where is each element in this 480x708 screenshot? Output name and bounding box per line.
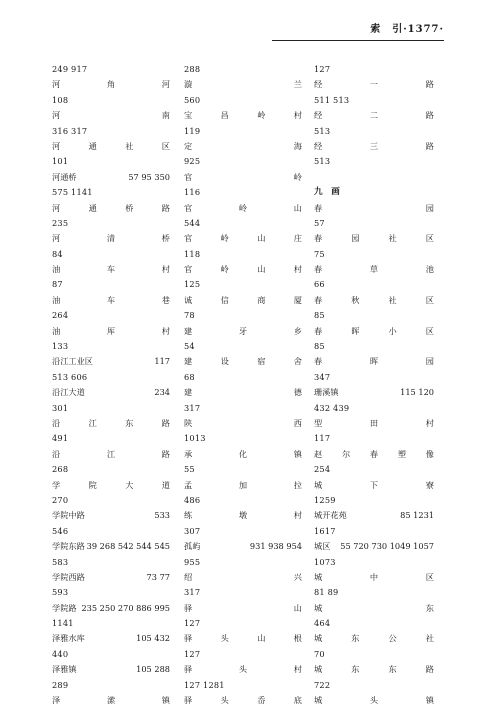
index-column-3 — [314, 62, 434, 708]
index-entry — [314, 539, 434, 554]
index-term: 建 牙 乡 — [184, 325, 302, 336]
index-term: 定 海 — [184, 140, 302, 151]
page-numbers: 583 — [52, 556, 69, 567]
page-numbers: 254 — [314, 464, 331, 475]
index-entry — [52, 508, 170, 523]
entry-pages: 931 938 954 — [249, 541, 302, 552]
entry-term: 泽雅镇 — [52, 664, 77, 675]
index-term: 驿 头 岙 底 — [184, 695, 302, 706]
index-term: 沿 江 路 — [52, 448, 170, 459]
page-numbers: 722 — [314, 679, 331, 690]
index-entry — [52, 354, 170, 369]
index-term: 城 中 区 — [314, 571, 434, 582]
index-term: 油 车 村 — [52, 264, 170, 275]
page-numbers: 133 — [52, 341, 69, 352]
page-numbers: 119 — [184, 125, 201, 136]
index-entry — [314, 385, 434, 400]
page-numbers: 270 — [52, 494, 69, 505]
index-term: 泽 潆 镇 — [52, 695, 170, 706]
page-numbers: 575 1141 — [52, 187, 93, 198]
running-header: 索 引·1377· — [370, 24, 444, 35]
entry-pages: 39 268 542 544 545 — [86, 541, 170, 552]
index-term: 官 岭 山 — [184, 202, 302, 213]
index-entry — [52, 662, 170, 677]
page-numbers: 307 — [184, 525, 201, 536]
entry-term: 沿江大道 — [52, 387, 85, 398]
index-term: 宝 昌 岭 村 — [184, 110, 302, 121]
page-numbers: 55 — [184, 464, 195, 475]
page-numbers: 127 1281 — [184, 679, 225, 690]
entry-pages: 105 432 — [136, 633, 170, 644]
page-numbers: 486 — [184, 494, 201, 505]
index-term: 春 园 — [314, 202, 434, 213]
page-numbers: 116 — [184, 187, 201, 198]
page-numbers: 316 317 — [52, 125, 88, 136]
index-entry — [52, 385, 170, 400]
index-term: 赵 尔 春 塑 像 — [314, 448, 434, 459]
index-term: 春 园 社 区 — [314, 233, 434, 244]
index-term: 春 晖 园 — [314, 356, 434, 367]
index-term: 河 清 桥 — [52, 233, 170, 244]
page-numbers: 57 — [314, 217, 325, 228]
page-numbers: 68 — [184, 371, 195, 382]
index-term: 春 晖 小 区 — [314, 325, 434, 336]
index-term: 孟 加 拉 — [184, 479, 302, 490]
page-numbers: 127 — [314, 64, 331, 74]
index-term: 城 下 寮 — [314, 479, 434, 490]
page-numbers: 66 — [314, 279, 325, 290]
index-term: 驿 头 山 根 — [184, 633, 302, 644]
index-term: 陕 西 — [184, 417, 302, 428]
page-numbers: 127 — [184, 648, 201, 659]
index-term: 官 岭 山 村 — [184, 264, 302, 275]
index-term: 型 田 村 — [314, 417, 434, 428]
index-entry — [184, 539, 302, 554]
entry-term: 孤屿 — [184, 541, 201, 552]
page-numbers: 1073 — [314, 556, 336, 567]
entry-pages: 73 77 — [146, 571, 170, 582]
index-term: 城 东 公 社 — [314, 633, 434, 644]
index-term: 春 秋 社 区 — [314, 294, 434, 305]
index-term: 河 通 桥 路 — [52, 202, 170, 213]
index-term: 经 一 路 — [314, 79, 434, 90]
page-numbers: 289 — [52, 679, 69, 690]
page-numbers: 264 — [52, 310, 69, 321]
entry-pages: 57 95 350 — [128, 171, 170, 182]
page-numbers: 432 439 — [314, 402, 350, 413]
page-numbers: 317 — [184, 402, 201, 413]
page-numbers: 593 — [52, 587, 69, 598]
entry-pages: 234 — [154, 387, 170, 398]
page-numbers: 1141 — [52, 618, 74, 629]
index-entry — [52, 170, 170, 185]
entry-pages: 85 1231 — [400, 510, 434, 521]
section-heading: 九 画 — [314, 187, 340, 198]
index-term: 春 草 池 — [314, 264, 434, 275]
page-numbers: 87 — [52, 279, 63, 290]
page-numbers: 70 — [314, 648, 325, 659]
index-term: 油 厍 村 — [52, 325, 170, 336]
page-numbers: 464 — [314, 618, 331, 629]
page-numbers — [314, 170, 434, 185]
page-numbers: 117 — [314, 433, 331, 444]
page-numbers: 301 — [52, 402, 69, 413]
page-numbers: 85 — [314, 310, 325, 321]
index-term: 河 南 — [52, 110, 170, 121]
page-numbers: 85 — [314, 341, 325, 352]
index-entry — [314, 508, 434, 523]
page-numbers: 108 — [52, 94, 69, 105]
page-numbers: 546 — [52, 525, 69, 536]
page-numbers: 78 — [184, 310, 195, 321]
index-term: 诚 信 商 厦 — [184, 294, 302, 305]
index-term: 建 设 宿 舍 — [184, 356, 302, 367]
entry-term: 城区 — [314, 541, 331, 552]
index-term: 建 德 — [184, 387, 302, 398]
page-numbers: 75 — [314, 248, 325, 259]
page-numbers: 513 606 — [52, 371, 88, 382]
entry-pages: 105 288 — [136, 664, 170, 675]
index-entry — [52, 539, 170, 554]
page-numbers: 491 — [52, 433, 69, 444]
entry-pages: 55 720 730 1049 1057 — [340, 541, 434, 552]
index-column-2 — [184, 62, 302, 708]
page-numbers: 101 — [52, 156, 69, 167]
entry-term: 城开花苑 — [314, 510, 347, 521]
index-term: 学 院 大 道 — [52, 479, 170, 490]
page-numbers: 127 — [184, 618, 201, 629]
index-term: 城 东 — [314, 602, 434, 613]
entry-pages: 115 120 — [400, 387, 434, 398]
index-term: 练 墩 村 — [184, 510, 302, 521]
page-numbers: 235 — [52, 217, 69, 228]
index-term: 漩 兰 — [184, 79, 302, 90]
index-entry — [52, 570, 170, 585]
page-numbers: 1259 — [314, 494, 336, 505]
page-numbers: 544 — [184, 217, 201, 228]
index-term: 河 角 河 — [52, 79, 170, 90]
entry-term: 学院中路 — [52, 510, 85, 521]
entry-term: 泽雅水库 — [52, 633, 85, 644]
entry-term: 沿江工业区 — [52, 356, 93, 367]
index-term: 驿 山 — [184, 602, 302, 613]
page-numbers: 347 — [314, 371, 331, 382]
page-numbers: 925 — [184, 156, 201, 167]
index-term: 经 二 路 — [314, 110, 434, 121]
entry-term: 学院东路 — [52, 541, 85, 552]
header-rule — [272, 40, 444, 41]
page-numbers: 249 917 — [52, 64, 88, 74]
entry-pages: 117 — [154, 356, 170, 367]
index-term: 驿 头 村 — [184, 664, 302, 675]
page-numbers: 54 — [184, 341, 195, 352]
index-term: 承 化 镇 — [184, 448, 302, 459]
page-numbers: 268 — [52, 464, 69, 475]
page-numbers: 81 89 — [314, 587, 339, 598]
index-term: 官 岭 — [184, 171, 302, 182]
index-term: 经 三 路 — [314, 140, 434, 151]
page-numbers: 560 — [184, 94, 201, 105]
index-term: 绍 兴 — [184, 571, 302, 582]
page-numbers: 440 — [52, 648, 69, 659]
page-numbers: 513 — [314, 156, 331, 167]
index-term: 城 头 镇 — [314, 695, 434, 706]
entry-term: 珊溪镇 — [314, 387, 339, 398]
index-term: 油 车 巷 — [52, 294, 170, 305]
entry-pages: 533 — [154, 510, 170, 521]
index-term: 河 通 社 区 — [52, 140, 170, 151]
page-numbers: 288 — [184, 64, 201, 74]
index-entry — [52, 601, 170, 616]
entry-term: 学院西路 — [52, 571, 85, 582]
index-term: 沿 江 东 路 — [52, 417, 170, 428]
entry-term: 河通桥 — [52, 171, 77, 182]
page-numbers: 125 — [184, 279, 201, 290]
page-numbers: 1013 — [184, 433, 206, 444]
index-column-1 — [52, 62, 170, 708]
page-numbers: 84 — [52, 248, 63, 259]
index-term: 官 岭 山 庄 — [184, 233, 302, 244]
index-entry — [52, 631, 170, 646]
page-numbers: 118 — [184, 248, 201, 259]
entry-term: 学院路 — [52, 602, 77, 613]
page-numbers: 511 513 — [314, 94, 350, 105]
page-numbers: 1617 — [314, 525, 336, 536]
index-term: 城 东 东 路 — [314, 664, 434, 675]
entry-pages: 235 250 270 886 995 — [81, 602, 170, 613]
page-numbers: 317 — [184, 587, 201, 598]
page-numbers: 513 — [314, 125, 331, 136]
page-numbers: 955 — [184, 556, 201, 567]
